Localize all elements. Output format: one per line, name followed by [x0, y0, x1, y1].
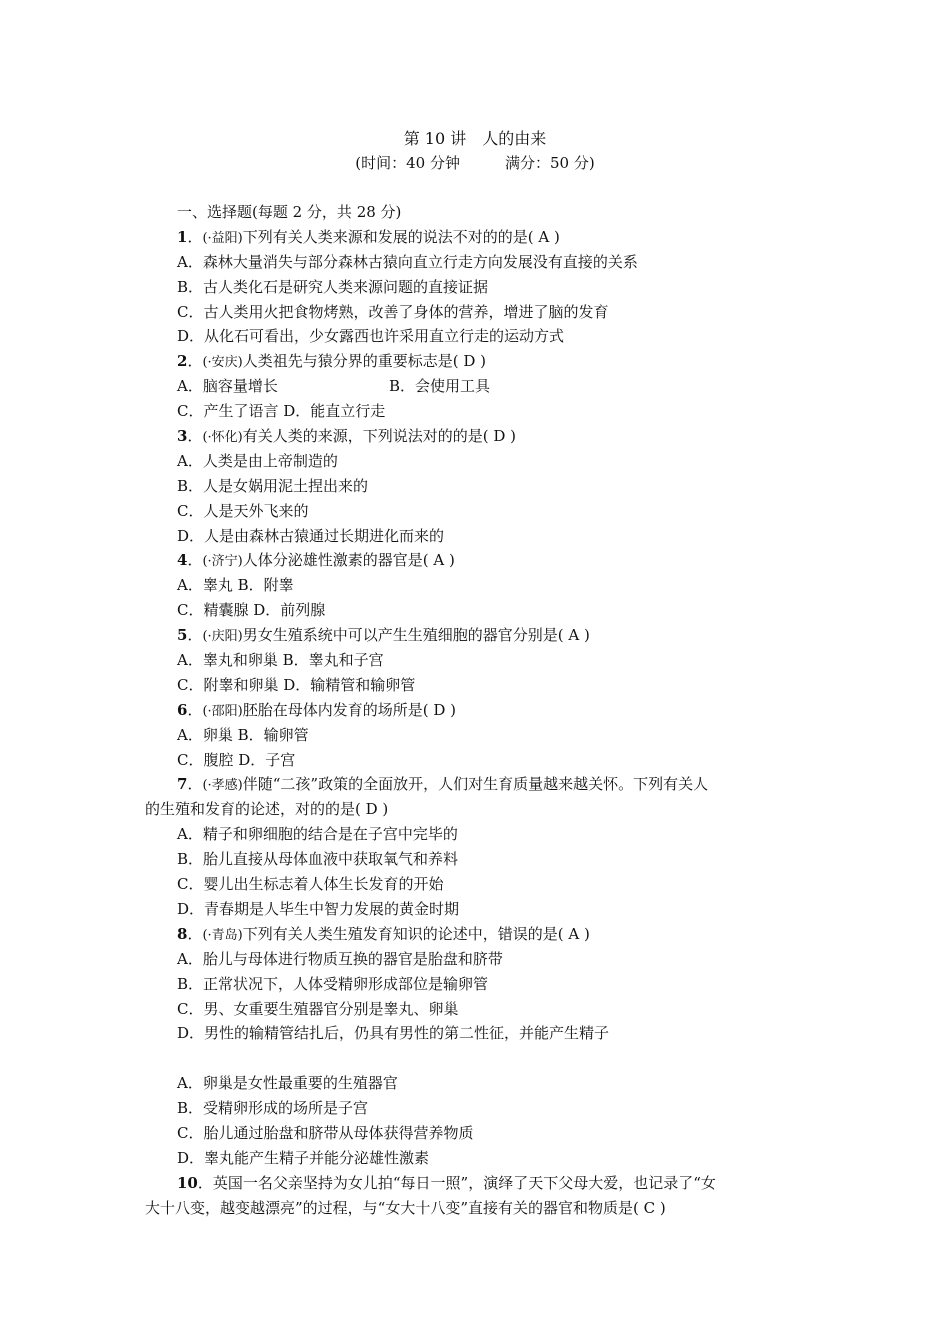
option-line: A．卵巢是女性最重要的生殖器官 [177, 1074, 398, 1093]
option-line: C．产生了语言 D．能直立行走 [177, 402, 386, 421]
question-stem-continued: 大十八变，越变越漂亮”的过程，与“女大十八变”直接有关的器官和物质是( C ) [145, 1198, 666, 1217]
document-body [145, 200, 815, 1221]
question-5: 5．(·庆阳)男女生殖系统中可以产生生殖细胞的器官分别是( A ) [177, 626, 590, 645]
option-line: D．人是由森林古猿通过长期进化而来的 [177, 526, 445, 545]
question-stem-continued: 的生殖和发育的论述，对的的是( D ) [145, 800, 389, 819]
option-line: C．男、女重要生殖器官分别是睾丸、卵巢 [177, 999, 459, 1018]
question-3: 3．(·怀化)有关人类的来源，下列说法对的的是( D ) [177, 427, 517, 446]
question-6: 6．(·邵阳)胚胎在母体内发育的场所是( D ) [177, 700, 457, 719]
option-line: C．精囊腺 D．前列腺 [177, 601, 326, 620]
question-source: (·青岛) [202, 927, 243, 943]
question-10: 10．英国一名父亲坚持为女儿拍“每日一照”，演绎了天下父母大爱，也记录了“女 [177, 1173, 716, 1192]
section-heading: 一、选择题(每题 2 分，共 28 分) [177, 203, 402, 221]
question-stem: 伴随“二孩”政策的全面放开，人们对生育质量越来越关怀。下列有关人 [242, 775, 709, 794]
question-number: 5 [177, 626, 188, 645]
option-line: C．胎儿通过胎盘和脐带从母体获得营养物质 [177, 1123, 474, 1142]
question-number: 7 [177, 775, 188, 794]
option-line: A．睾丸 B．附睾 [177, 576, 294, 595]
question-2: 2．(·安庆)人类祖先与猿分界的重要标志是( D ) [177, 352, 487, 371]
question-source: (·怀化) [202, 430, 243, 446]
option-line: C．古人类用火把食物烤熟，改善了身体的营养，增进了脑的发育 [177, 302, 609, 321]
option-line [145, 374, 815, 399]
option-line: C．婴儿出生标志着人体生长发育的开始 [177, 875, 444, 894]
page-subtitle: (时间：40 分钟 满分：50 分) [355, 154, 595, 172]
option-line: D．青春期是人毕生中智力发展的黄金时期 [177, 899, 460, 918]
question-number: 1 [177, 227, 188, 246]
question-source: (·庆阳) [202, 629, 243, 645]
option-line: B．正常状况下，人体受精卵形成部位是输卵管 [177, 974, 489, 993]
question-source: (·孝感) [202, 778, 243, 794]
option-line: C．腹腔 D．子宫 [177, 750, 296, 769]
option-line: D．睾丸能产生精子并能分泌雄性激素 [177, 1148, 430, 1167]
page-title: 第 10 讲 人的由来 [403, 129, 547, 148]
option-line: A．卵巢 B．输卵管 [177, 725, 309, 744]
option-line: B．古人类化石是研究人类来源问题的直接证据 [177, 277, 489, 296]
question-stem: 男女生殖系统中可以产生生殖细胞的器官分别是( A ) [242, 626, 590, 645]
question-8: 8．(·青岛)下列有关人类生殖发育知识的论述中，错误的是( A ) [177, 924, 590, 943]
question-stem: 英国一名父亲坚持为女儿拍“每日一照”，演绎了天下父母大爱，也记录了“女 [212, 1173, 716, 1192]
question-source: (·益阳) [202, 230, 243, 246]
question-number: 6 [177, 700, 188, 719]
question-4: 4．(·济宁)人体分泌雄性激素的器官是( A ) [177, 551, 455, 570]
option-line: A．精子和卵细胞的结合是在子宫中完毕的 [177, 825, 458, 844]
question-source: (·济宁) [202, 554, 243, 570]
option-line: A．人类是由上帝制造的 [177, 451, 338, 470]
question-number: 10 [177, 1173, 198, 1192]
question-stem: 有关人类的来源，下列说法对的的是( D ) [242, 427, 517, 446]
option-b: B．会使用工具 [389, 377, 491, 396]
option-a: A．脑容量增长 [177, 377, 278, 396]
question-number: 3 [177, 427, 188, 446]
question-1: 1．(·益阳)下列有关人类来源和发展的说法不对的的是( A ) [177, 227, 560, 246]
question-source: (·邵阳) [202, 703, 243, 719]
option-line: A．胎儿与母体进行物质互换的器官是胎盘和脐带 [177, 949, 503, 968]
option-line: C．人是天外飞来的 [177, 501, 309, 520]
question-stem: 下列有关人类生殖发育知识的论述中，错误的是( A ) [242, 924, 590, 943]
option-line: D．男性的输精管结扎后，仍具有男性的第二性征，并能产生精子 [177, 1024, 610, 1043]
option-line: A．森林大量消失与部分森林古猿向直立行走方向发展没有直接的关系 [177, 252, 638, 271]
question-number: 4 [177, 551, 188, 570]
question-7: 7．(·孝感)伴随“二孩”政策的全面放开，人们对生育质量越来越关怀。下列有关人 [177, 775, 709, 794]
option-line: B．受精卵形成的场所是子宫 [177, 1099, 369, 1118]
question-number: 8 [177, 924, 188, 943]
question-stem: 下列有关人类来源和发展的说法不对的的是( A ) [242, 227, 560, 246]
option-line: A．睾丸和卵巢 B．睾丸和子宫 [177, 651, 384, 670]
question-number: 2 [177, 352, 188, 371]
option-line: B．人是女娲用泥土捏出来的 [177, 476, 369, 495]
question-stem: 人类祖先与猿分界的重要标志是( D ) [242, 352, 487, 371]
question-source: (·安庆) [202, 355, 243, 371]
option-line: B．胎儿直接从母体血液中获取氧气和养料 [177, 850, 459, 869]
question-stem: 胚胎在母体内发育的场所是( D ) [242, 700, 457, 719]
option-line: D．从化石可看出，少女露西也许采用直立行走的运动方式 [177, 327, 565, 346]
option-line: C．附睾和卵巢 D．输精管和输卵管 [177, 675, 416, 694]
blank-line [145, 1046, 815, 1071]
question-stem: 人体分泌雄性激素的器官是( A ) [242, 551, 455, 570]
